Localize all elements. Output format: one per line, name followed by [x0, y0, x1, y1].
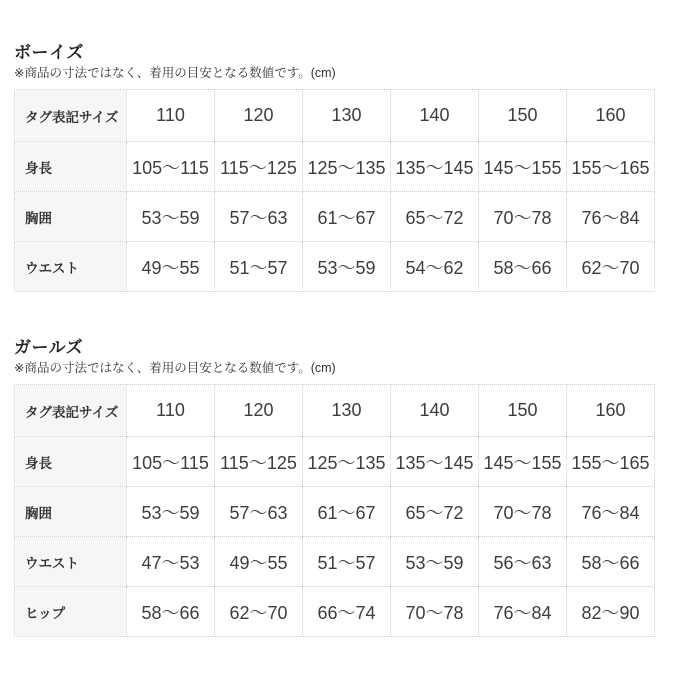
size-value-cell: 76〜84: [479, 587, 567, 637]
size-value-cell: 53〜59: [127, 192, 215, 242]
row-label-cell: ヒップ: [15, 587, 127, 637]
table-row-height: [15, 142, 655, 192]
table-row-hip: [15, 587, 655, 637]
header-label-cell: タグ表記サイズ: [15, 90, 127, 142]
size-value-cell: 53〜59: [391, 537, 479, 587]
row-label-cell: 胸囲: [15, 192, 127, 242]
size-value-cell: 115〜125: [215, 142, 303, 192]
row-label-cell: 身長: [15, 142, 127, 192]
size-value-cell: 53〜59: [303, 242, 391, 292]
size-value-cell: 54〜62: [391, 242, 479, 292]
size-value-cell: 61〜67: [303, 192, 391, 242]
size-column-header: 150: [479, 385, 567, 437]
size-value-cell: 70〜78: [479, 487, 567, 537]
size-column-header: 130: [303, 90, 391, 142]
size-column-header: 120: [215, 385, 303, 437]
size-value-cell: 53〜59: [127, 487, 215, 537]
size-value-cell: 145〜155: [479, 142, 567, 192]
size-column-header: 160: [567, 385, 655, 437]
girls-size-table: [14, 384, 655, 637]
row-label-cell: 胸囲: [15, 487, 127, 537]
size-value-cell: 49〜55: [215, 537, 303, 587]
size-column-header: 150: [479, 90, 567, 142]
row-label-cell: ウエスト: [15, 242, 127, 292]
row-label-cell: ウエスト: [15, 537, 127, 587]
size-value-cell: 58〜66: [127, 587, 215, 637]
table-row-height: [15, 437, 655, 487]
size-value-cell: 49〜55: [127, 242, 215, 292]
size-value-cell: 58〜66: [567, 537, 655, 587]
size-column-header: 140: [391, 385, 479, 437]
table-row-waist: [15, 537, 655, 587]
size-value-cell: 70〜78: [479, 192, 567, 242]
girls-section-title: ガールズ: [14, 338, 84, 357]
boys-size-table: [14, 89, 655, 292]
size-value-cell: 65〜72: [391, 487, 479, 537]
size-value-cell: 51〜57: [215, 242, 303, 292]
size-value-cell: 62〜70: [215, 587, 303, 637]
size-value-cell: 155〜165: [567, 142, 655, 192]
size-value-cell: 76〜84: [567, 487, 655, 537]
size-value-cell: 105〜115: [127, 437, 215, 487]
size-value-cell: 58〜66: [479, 242, 567, 292]
table-row-chest: [15, 192, 655, 242]
size-value-cell: 135〜145: [391, 437, 479, 487]
size-value-cell: 65〜72: [391, 192, 479, 242]
size-value-cell: 76〜84: [567, 192, 655, 242]
row-label-cell: 身長: [15, 437, 127, 487]
boys-size-section: [14, 43, 666, 292]
girls-size-section: [14, 338, 666, 637]
size-value-cell: 115〜125: [215, 437, 303, 487]
size-column-header: 110: [127, 90, 215, 142]
size-column-header: 110: [127, 385, 215, 437]
size-column-header: 120: [215, 90, 303, 142]
size-value-cell: 125〜135: [303, 142, 391, 192]
size-value-cell: 135〜145: [391, 142, 479, 192]
size-value-cell: 145〜155: [479, 437, 567, 487]
size-value-cell: 47〜53: [127, 537, 215, 587]
size-value-cell: 70〜78: [391, 587, 479, 637]
size-value-cell: 66〜74: [303, 587, 391, 637]
size-value-cell: 105〜115: [127, 142, 215, 192]
size-value-cell: 125〜135: [303, 437, 391, 487]
table-header-row: [15, 90, 655, 142]
size-column-header: 130: [303, 385, 391, 437]
boys-section-note: ※商品の寸法ではなく、着用の目安となる数値です。(cm): [14, 66, 336, 80]
size-column-header: 140: [391, 90, 479, 142]
header-label-cell: タグ表記サイズ: [15, 385, 127, 437]
size-value-cell: 155〜165: [567, 437, 655, 487]
size-value-cell: 51〜57: [303, 537, 391, 587]
table-row-chest: [15, 487, 655, 537]
size-value-cell: 56〜63: [479, 537, 567, 587]
boys-section-title: ボーイズ: [14, 43, 84, 62]
table-header-row: [15, 385, 655, 437]
table-row-waist: [15, 242, 655, 292]
size-value-cell: 61〜67: [303, 487, 391, 537]
size-value-cell: 82〜90: [567, 587, 655, 637]
size-value-cell: 57〜63: [215, 192, 303, 242]
size-column-header: 160: [567, 90, 655, 142]
size-value-cell: 62〜70: [567, 242, 655, 292]
girls-section-note: ※商品の寸法ではなく、着用の目安となる数値です。(cm): [14, 361, 336, 375]
size-value-cell: 57〜63: [215, 487, 303, 537]
